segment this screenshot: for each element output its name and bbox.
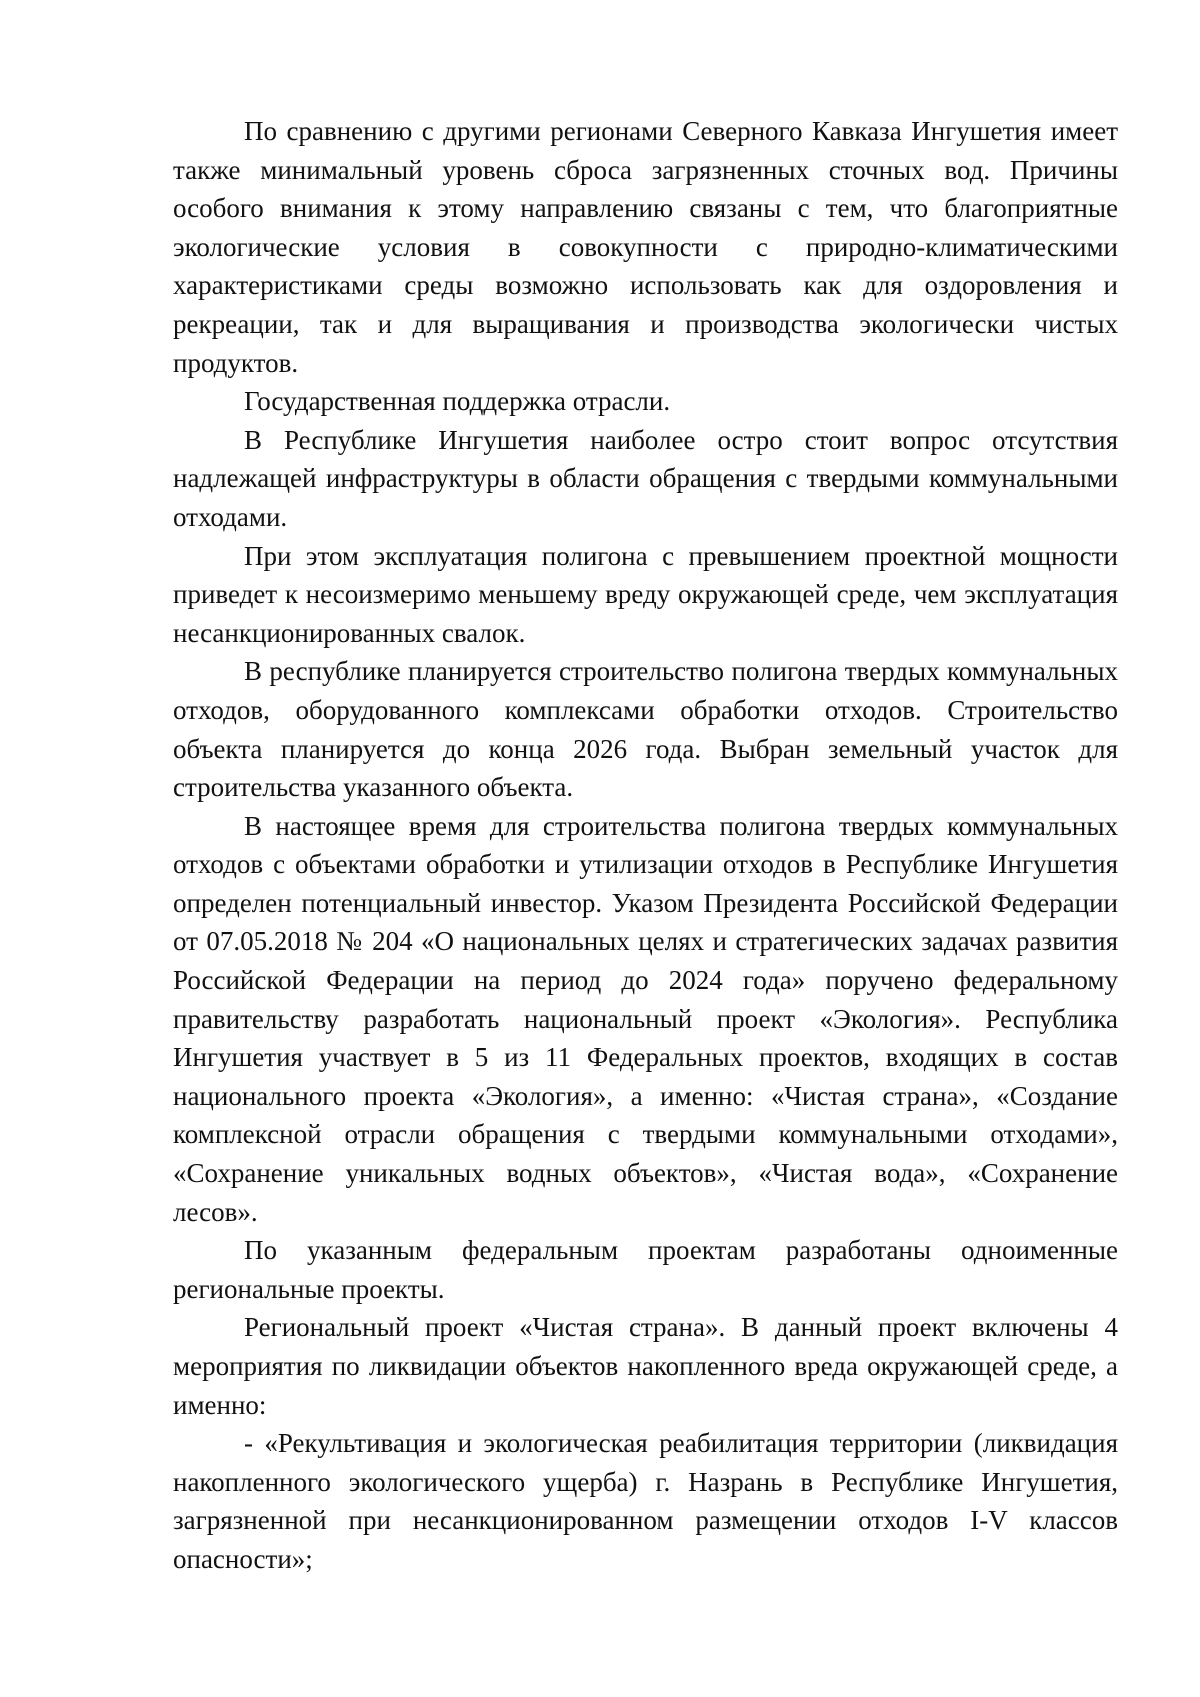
paragraph-1: По сравнению с другими регионами Северного Кавказа Ингушетия имеет также минимальный уровень сброса загрязненных сточных вод. Причины особого внимания к этому направлению связаны с тем, что благоприятные экологические условия в совокупности с природно-климатическими характеристиками среды возможно использовать как для оздоровления и рекреации, так и для выращивания и производства экологически чистых продуктов.: [173, 116, 1118, 378]
paragraph-6: В настоящее время для строительства полигона твердых коммунальных отходов с объектами обработки и утилизации отходов в Республике Ингушетия определен потенциальный инвестор. Указом Президента Российской Федерации от 07.05.2018 № 204 «О национальных целях и стратегических задачах развития Российской Федерации на период до 2024 года» поручено федеральному правительству разработать национальный проект «Экология». Республика Ингушетия участвует в 5 из 11 Федеральных проектов, входящих в состав национального проекта «Экология», а именно: «Чистая страна», «Создание комплексной отрасли обращения с твердыми коммунальными отходами», «Сохранение уникальных водных объектов», «Чистая вода», «Сохранение лесов».: [173, 810, 1118, 1227]
paragraph-7: По указанным федеральным проектам разработаны одноименные региональные проекты.: [173, 1235, 1118, 1304]
paragraph-5: В республике планируется строительство полигона твердых коммунальных отходов, оборудованного комплексами обработки отходов. Строительство объекта планируется до конца 2026 года. Выбран земельный участок для строительства указанного объекта.: [173, 656, 1118, 803]
paragraph-8: Региональный проект «Чистая страна». В данный проект включены 4 мероприятия по ликвидации объектов накопленного вреда окружающей среде, а именно:: [173, 1312, 1118, 1420]
document-page: [173, 112, 1118, 1579]
paragraph-3: В Республике Ингушетия наиболее остро стоит вопрос отсутствия надлежащей инфраструктуры в области обращения с твердыми коммунальными отходами.: [173, 424, 1118, 532]
paragraph-9: - «Рекультивация и экологическая реабилитация территории (ликвидация накопленного экологического ущерба) г. Назрань в Республике Ингушетия, загрязненной при несанкционированном размещении отходов I-V классов опасности»;: [173, 1428, 1118, 1574]
paragraph-2: Государственная поддержка отрасли.: [244, 386, 671, 417]
paragraph-4: При этом эксплуатация полигона с превышением проектной мощности приведет к несоизмеримо меньшему вреду окружающей среде, чем эксплуатация несанкционированных свалок.: [173, 540, 1118, 648]
